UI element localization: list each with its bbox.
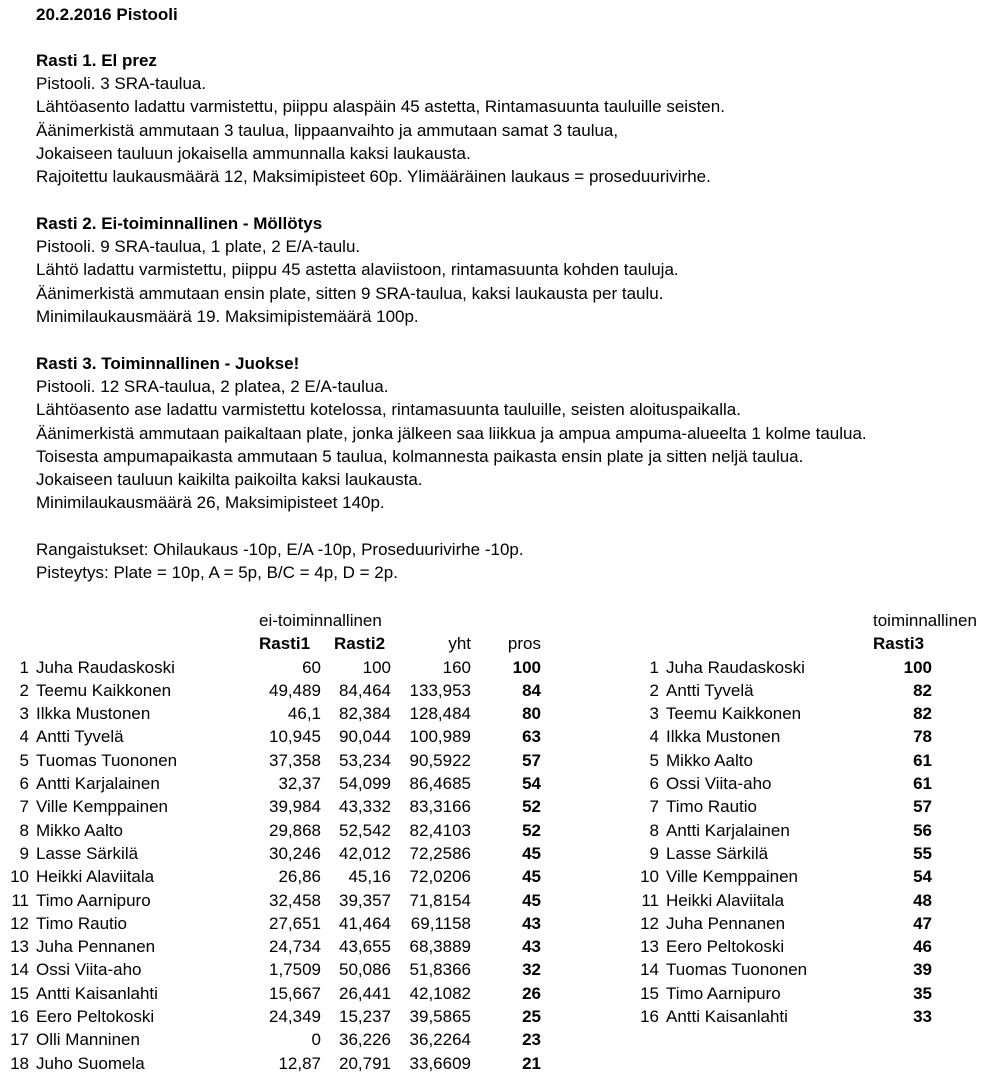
competitor-name: Tuomas Tuononen <box>666 960 808 980</box>
total-score: 100,989 <box>409 727 471 747</box>
rasti3-score: 54 <box>913 867 932 887</box>
percent-score: 45 <box>522 890 541 910</box>
rank: 14 <box>640 960 659 980</box>
rank: 10 <box>640 867 659 887</box>
stage-3-heading: Rasti 3. Toiminnallinen - Juokse! <box>36 354 300 373</box>
rasti2-score: 20,791 <box>339 1053 391 1073</box>
competitor-name: Teemu Kaikkonen <box>666 704 802 724</box>
percent-score: 43 <box>522 937 541 957</box>
total-score: 68,3889 <box>409 937 471 957</box>
header-rasti3: Rasti3 <box>873 634 925 653</box>
percent-score: 32 <box>522 960 541 980</box>
stage-1-line: Jokaiseen tauluun jokaisella ammunnalla kaksi laukausta. <box>36 144 471 163</box>
left-group-label: ei-toiminnallinen <box>259 611 382 630</box>
rasti2-score: 42,012 <box>339 843 391 863</box>
rank: 5 <box>649 750 659 770</box>
competitor-name: Timo Rautio <box>666 797 758 817</box>
rasti1-score: 24,349 <box>269 1007 321 1026</box>
stage-3-line: Lähtöasento ase ladattu varmistettu kotelossa, rintamasuunta tauluille, seisten aloituspaikalla. <box>36 400 741 419</box>
rank: 18 <box>10 1053 29 1073</box>
rasti1-score: 46,1 <box>287 704 321 724</box>
rasti2-score: 39,357 <box>339 890 391 910</box>
percent-score: 52 <box>522 820 541 840</box>
total-score: 82,4103 <box>409 820 471 840</box>
percent-score: 80 <box>522 704 541 724</box>
competitor-name: Lasse Särkilä <box>666 843 769 863</box>
percent-score: 63 <box>522 727 541 747</box>
rank: 6 <box>649 774 659 793</box>
percent-score: 45 <box>522 867 541 887</box>
total-score: 72,0206 <box>409 867 471 887</box>
percent-score: 57 <box>522 750 541 770</box>
stage-1-line: Rajoitettu laukausmäärä 12, Maksimipisteet 60p. Ylimääräinen laukaus = proseduurivirhe. <box>36 167 711 186</box>
competitor-name: Teemu Kaikkonen <box>36 680 172 700</box>
competitor-name: Eero Peltokoski <box>666 937 785 957</box>
total-score: 160 <box>442 657 471 677</box>
rasti1-score: 32,458 <box>269 890 321 910</box>
stage-2-line: Minimilaukausmäärä 19. Maksimipistemäärä 100p. <box>36 307 419 326</box>
total-score: 90,5922 <box>409 750 471 770</box>
competitor-name: Timo Aarnipuro <box>36 890 151 910</box>
total-score: 133,953 <box>409 680 471 700</box>
competitor-name: Ilkka Mustonen <box>666 727 781 747</box>
total-score: 69,1158 <box>410 913 471 933</box>
competitor-name: Timo Aarnipuro <box>666 983 781 1003</box>
rasti2-score: 36,226 <box>339 1030 391 1050</box>
rasti1-score: 27,651 <box>269 913 321 933</box>
rank: 2 <box>19 680 29 700</box>
rank: 15 <box>10 983 29 1003</box>
rasti2-score: 43,655 <box>339 937 391 957</box>
penalties-text: Rangaistukset: Ohilaukaus -10p, E/A -10p, Proseduurivirhe -10p. <box>36 540 524 559</box>
rasti3-score: 33 <box>913 1007 932 1026</box>
competitor-name: Ville Kemppainen <box>666 867 798 887</box>
rank: 15 <box>640 983 659 1003</box>
rank: 2 <box>649 680 659 700</box>
competitor-name: Olli Manninen <box>36 1030 140 1050</box>
competitor-name: Tuomas Tuononen <box>36 750 178 770</box>
competitor-name: Timo Rautio <box>36 913 128 933</box>
rasti3-score: 78 <box>913 727 932 747</box>
rasti2-score: 50,086 <box>339 960 391 980</box>
total-score: 51,8366 <box>409 960 471 980</box>
rasti1-score: 1,7509 <box>269 960 321 980</box>
rank: 11 <box>641 890 659 910</box>
rank: 13 <box>640 937 659 957</box>
total-score: 71,8154 <box>409 890 471 910</box>
rasti2-score: 90,044 <box>339 727 391 747</box>
rasti3-score: 61 <box>913 774 932 793</box>
rasti2-score: 41,464 <box>339 913 391 933</box>
total-score: 128,484 <box>409 704 471 724</box>
header-pros: pros <box>507 634 541 653</box>
stage-3-line: Äänimerkistä ammutaan paikaltaan plate, jonka jälkeen saa liikkua ja ampua ampuma-alueelta 1 kolme taulua. <box>36 424 867 443</box>
total-score: 42,1082 <box>409 983 471 1003</box>
rasti2-score: 26,441 <box>339 983 391 1003</box>
competitor-name: Juho Suomela <box>36 1053 145 1073</box>
rank: 13 <box>10 937 29 957</box>
rank: 8 <box>649 820 659 840</box>
rasti2-score: 15,237 <box>339 1007 391 1026</box>
rasti1-score: 26,86 <box>278 867 321 887</box>
page-title: 20.2.2016 Pistooli <box>36 5 178 24</box>
stage-2-line: Pistooli. 9 SRA-taulua, 1 plate, 2 E/A-taulu. <box>36 237 361 256</box>
total-score: 72,2586 <box>409 843 471 863</box>
header-rasti2: Rasti2 <box>334 634 386 653</box>
rasti3-score: 35 <box>913 983 932 1003</box>
rank: 3 <box>649 704 659 724</box>
competitor-name: Juha Pennanen <box>36 937 156 957</box>
rank: 6 <box>19 774 29 793</box>
rasti3-score: 82 <box>913 680 932 700</box>
rasti3-score: 82 <box>913 704 932 724</box>
competitor-name: Antti Tyvelä <box>36 727 124 747</box>
rasti1-score: 24,734 <box>269 937 321 957</box>
stage-1-line: Lähtöasento ladattu varmistettu, piippu alaspäin 45 astetta, Rintamasuunta tauluille seisten. <box>36 97 725 116</box>
competitor-name: Mikko Aalto <box>36 820 123 840</box>
rank: 7 <box>649 797 659 817</box>
rank: 12 <box>10 913 29 933</box>
rasti2-score: 45,16 <box>348 867 391 887</box>
rasti1-score: 39,984 <box>269 797 321 817</box>
total-score: 83,3166 <box>409 797 471 817</box>
stage-1-line: Äänimerkistä ammutaan 3 taulua, lippaanvaihto ja ammutaan samat 3 taulua, <box>36 121 619 140</box>
rasti2-score: 84,464 <box>339 680 391 700</box>
rasti3-score: 61 <box>913 750 932 770</box>
rank: 3 <box>19 704 29 724</box>
header-rasti1: Rasti1 <box>259 634 311 653</box>
rank: 7 <box>19 797 29 817</box>
stage-1-line: Pistooli. 3 SRA-taulua. <box>36 74 207 93</box>
percent-score: 52 <box>522 797 541 817</box>
rasti3-score: 47 <box>913 913 932 933</box>
percent-score: 25 <box>522 1007 541 1026</box>
rasti3-score: 100 <box>903 657 932 677</box>
stage-1-heading: Rasti 1. El prez <box>36 51 157 70</box>
rasti3-score: 39 <box>913 960 932 980</box>
percent-score: 84 <box>522 680 541 700</box>
competitor-name: Heikki Alaviitala <box>36 867 155 887</box>
competitor-name: Ville Kemppainen <box>36 797 168 817</box>
stage-2-heading: Rasti 2. Ei-toiminnallinen - Möllötys <box>36 214 323 233</box>
competitor-name: Ossi Viita-aho <box>666 774 772 793</box>
stage-2-line: Äänimerkistä ammutaan ensin plate, sitten 9 SRA-taulua, kaksi laukausta per taulu. <box>36 284 664 303</box>
rank: 4 <box>19 727 29 747</box>
rasti1-score: 32,37 <box>278 774 321 793</box>
competitor-name: Antti Kaisanlahti <box>666 1007 788 1026</box>
competitor-name: Juha Pennanen <box>666 913 786 933</box>
rasti2-score: 100 <box>362 657 391 677</box>
header-yht: yht <box>448 634 471 653</box>
rasti1-score: 15,667 <box>269 983 321 1003</box>
rasti1-score: 29,868 <box>269 820 321 840</box>
percent-score: 43 <box>522 913 541 933</box>
rasti1-score: 12,87 <box>278 1053 321 1073</box>
rank: 4 <box>649 727 659 747</box>
rasti3-score: 56 <box>913 820 932 840</box>
rank: 1 <box>649 657 659 677</box>
rasti1-score: 49,489 <box>269 680 321 700</box>
competitor-name: Juha Raudaskoski <box>666 657 805 677</box>
competitor-name: Antti Karjalainen <box>666 820 790 840</box>
stage-2-line: Lähtö ladattu varmistettu, piippu 45 astetta alaviistoon, rintamasuunta kohden tauluja. <box>36 260 679 279</box>
rasti1-score: 60 <box>302 657 321 677</box>
stage-3-line: Toisesta ampumapaikasta ammutaan 5 taulua, kolmannesta paikasta ensin plate ja sitten neljä taulua. <box>36 447 804 466</box>
competitor-name: Ilkka Mustonen <box>36 704 151 724</box>
total-score: 39,5865 <box>409 1007 471 1026</box>
competitor-name: Eero Peltokoski <box>36 1007 155 1026</box>
rasti2-score: 53,234 <box>339 750 391 770</box>
rasti3-score: 55 <box>913 843 932 863</box>
rasti3-score: 48 <box>913 890 932 910</box>
stage-3-line: Pistooli. 12 SRA-taulua, 2 platea, 2 E/A-taulua. <box>36 377 389 396</box>
rank: 8 <box>19 820 29 840</box>
rasti2-score: 43,332 <box>339 797 391 817</box>
competitor-name: Mikko Aalto <box>666 750 753 770</box>
rank: 1 <box>19 657 29 677</box>
rasti1-score: 30,246 <box>269 843 321 863</box>
percent-score: 54 <box>522 774 541 793</box>
rank: 9 <box>649 843 659 863</box>
rank: 12 <box>640 913 659 933</box>
total-score: 33,6609 <box>409 1053 471 1073</box>
rank: 16 <box>10 1007 29 1026</box>
rasti1-score: 10,945 <box>269 727 321 747</box>
rank: 10 <box>10 867 29 887</box>
scoring-text: Pisteytys: Plate = 10p, A = 5p, B/C = 4p, D = 2p. <box>36 563 398 582</box>
competitor-name: Antti Kaisanlahti <box>36 983 158 1003</box>
rasti2-score: 54,099 <box>339 774 391 793</box>
competitor-name: Antti Tyvelä <box>666 680 754 700</box>
percent-score: 45 <box>522 843 541 863</box>
competitor-name: Ossi Viita-aho <box>36 960 142 980</box>
percent-score: 100 <box>512 657 541 677</box>
percent-score: 23 <box>522 1030 541 1050</box>
rasti1-score: 37,358 <box>269 750 321 770</box>
rasti2-score: 82,384 <box>339 704 391 724</box>
rank: 16 <box>640 1007 659 1026</box>
total-score: 86,4685 <box>409 774 471 793</box>
rasti2-score: 52,542 <box>339 820 391 840</box>
rank: 14 <box>10 960 29 980</box>
rank: 9 <box>19 843 29 863</box>
total-score: 36,2264 <box>409 1030 471 1050</box>
stage-3-line: Minimilaukausmäärä 26, Maksimipisteet 140p. <box>36 493 385 512</box>
rank: 5 <box>19 750 29 770</box>
competitor-name: Antti Karjalainen <box>36 774 160 793</box>
rasti1-score: 0 <box>311 1030 321 1050</box>
percent-score: 26 <box>522 983 541 1003</box>
competitor-name: Heikki Alaviitala <box>666 890 785 910</box>
competitor-name: Juha Raudaskoski <box>36 657 175 677</box>
percent-score: 21 <box>522 1053 541 1073</box>
stage-3-line: Jokaiseen tauluun kaikilta paikoilta kaksi laukausta. <box>36 470 423 489</box>
rank: 11 <box>11 890 29 910</box>
rasti3-score: 46 <box>913 937 932 957</box>
competitor-name: Lasse Särkilä <box>36 843 139 863</box>
right-group-label: toiminnallinen <box>873 611 977 630</box>
rank: 17 <box>10 1030 29 1050</box>
rasti3-score: 57 <box>913 797 932 817</box>
